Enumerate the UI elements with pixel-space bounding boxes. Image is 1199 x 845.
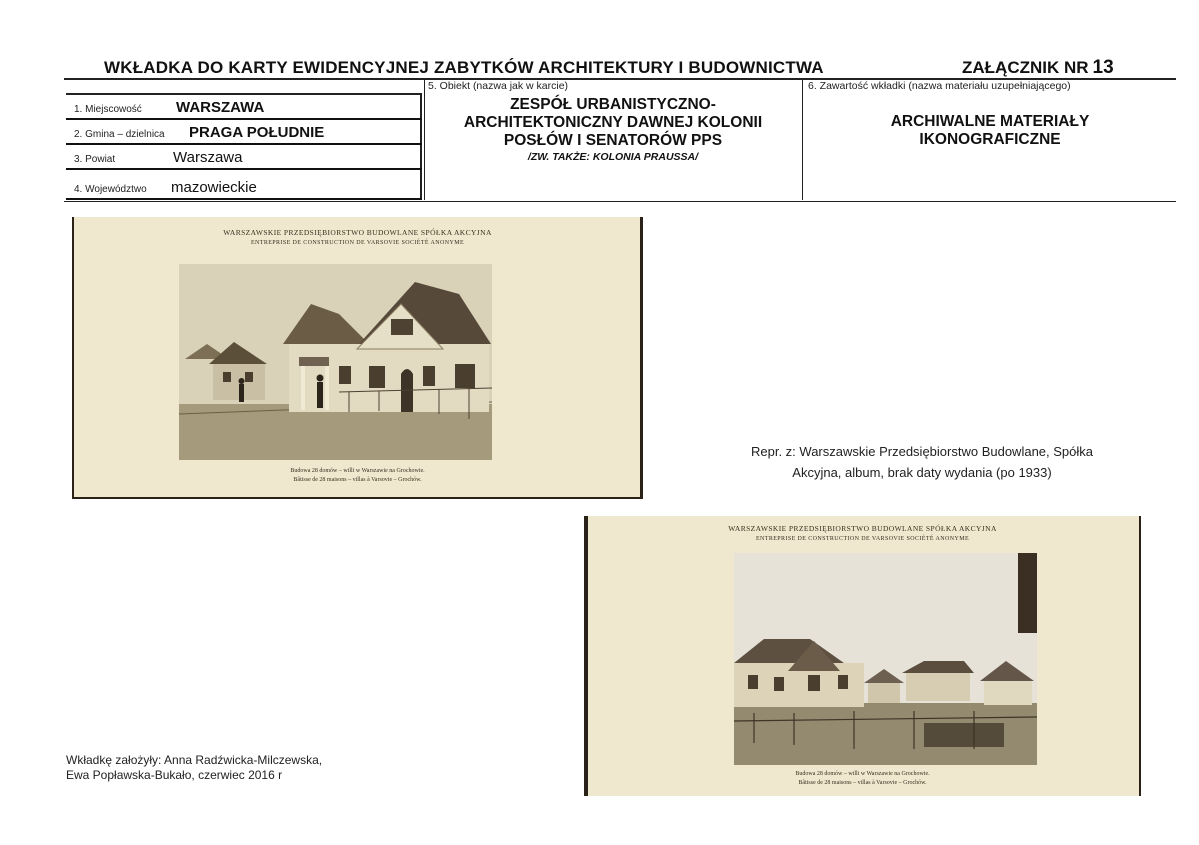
- column-divider-6: [802, 78, 803, 200]
- object-title: [424, 96, 802, 150]
- source-line: Repr. z: Warszawskie Przedsiębiorstwo Budowlane, Spółka: [751, 444, 1093, 459]
- villa-photo-svg: [179, 264, 492, 460]
- field-row-county: [66, 145, 422, 170]
- object-title-line: ZESPÓŁ URBANISTYCZNO-: [510, 96, 716, 113]
- field-label: 2. Gmina – dzielnica: [74, 129, 165, 140]
- photo-caption-fr: Bâtisse de 28 maisons – villas à Varsovie – Grochów.: [293, 477, 422, 483]
- contents-title: [804, 113, 1176, 149]
- authors-line: Wkładkę założyły: Anna Radźwicka-Milczewska,: [66, 753, 323, 767]
- photo-heading: WARSZAWSKIE PRZEDSIĘBIORSTWO BUDOWLANE SPÓŁKA AKCYJNA: [728, 524, 997, 533]
- photo-subheading: ENTREPRISE DE CONSTRUCTION DE VARSOVIE SOCIÉTÉ ANONYME: [755, 536, 970, 542]
- field-row-voivodeship: [66, 172, 422, 200]
- card-bottom-edge: [72, 497, 643, 499]
- card-right-edge: [640, 217, 643, 499]
- photo-subheading: ENTREPRISE DE CONSTRUCTION DE VARSOVIE SOCIÉTÉ ANONYME: [250, 240, 465, 246]
- contents-label: 6. Zawartość wkładki (nazwa materiału uzupełniającego): [808, 80, 1071, 92]
- field-value: mazowieckie: [171, 179, 257, 196]
- object-title-line: ARCHITEKTONICZNY DAWNEJ KOLONII: [463, 114, 763, 131]
- object-title-line: POSŁÓW I SENATORÓW PPS: [503, 132, 723, 149]
- field-value: WARSZAWA: [176, 99, 265, 116]
- card-left-edge: [584, 516, 588, 796]
- archival-photo-1: [72, 217, 643, 499]
- field-row-locality: [66, 95, 422, 120]
- contents-title-line: ARCHIWALNE MATERIAŁY: [890, 113, 1090, 130]
- field-value: PRAGA POŁUDNIE: [189, 124, 325, 141]
- villa-photo-svg: [734, 553, 1037, 765]
- annex-label: [962, 57, 1114, 79]
- object-subtitle: /ZW. TAKŻE: KOLONIA PRAUSSA/: [527, 151, 699, 163]
- photo-caption-pl: Budowa 28 domów – willi w Warszawie na Grochowie.: [290, 468, 425, 474]
- authors-line: Ewa Popławska-Bukało, czerwiec 2016 r: [66, 768, 283, 782]
- field-row-district: [66, 120, 422, 145]
- authors-note: [66, 753, 322, 783]
- photo-heading: WARSZAWSKIE PRZEDSIĘBIORSTWO BUDOWLANE SPÓŁKA AKCYJNA: [223, 228, 492, 237]
- annex-number: 13: [1092, 57, 1114, 78]
- header-bottom-rule: [64, 201, 1176, 202]
- annex-label-text: ZAŁĄCZNIK NR: [962, 58, 1089, 77]
- field-value: Warszawa: [173, 149, 243, 166]
- villa-photo-image: [734, 553, 1037, 765]
- photo-caption-pl: Budowa 28 domów – willi w Warszawie na Grochowie.: [795, 771, 930, 777]
- archival-photo-2: [584, 516, 1141, 796]
- object-label: 5. Obiekt (nazwa jak w karcie): [428, 80, 569, 92]
- field-label: 4. Województwo: [74, 184, 147, 195]
- document-title: WKŁADKA DO KARTY EWIDENCYJNEJ ZABYTKÓW ARCHITEKTURY I BUDOWNICTWA: [104, 58, 824, 77]
- source-line: Akcyjna, album, brak daty wydania (po 1933): [792, 465, 1052, 480]
- contents-title-line: IKONOGRAFICZNE: [919, 131, 1061, 148]
- photo-caption-fr: Bâtisse de 28 maisons – villas à Varsovie – Grochów.: [798, 780, 927, 786]
- field-label: 3. Powiat: [74, 154, 116, 165]
- card-left-edge: [72, 217, 74, 499]
- card-right-edge: [1139, 516, 1141, 796]
- reproduction-source-note: [722, 441, 1122, 483]
- villa-photo-image: [179, 264, 492, 460]
- field-label: 1. Miejscowość: [74, 104, 142, 115]
